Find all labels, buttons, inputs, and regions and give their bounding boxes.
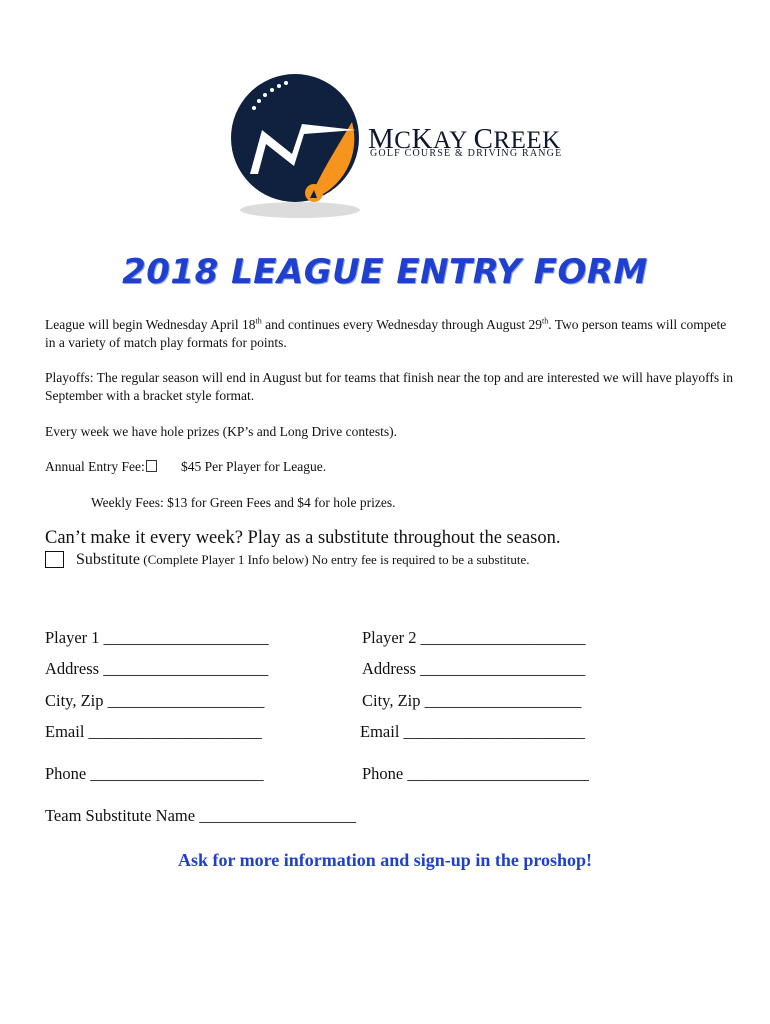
player2-field[interactable]: Player 2 ____________________ [362,628,586,647]
team-substitute-field[interactable]: Team Substitute Name ___________________ [45,806,356,825]
annual-fee-value: $45 Per Player for League. [181,459,327,474]
brand-tagline: GOLF COURSE & DRIVING RANGE [370,148,563,159]
substitute-note: (Complete Player 1 Info below) No entry fee is required to be a substitute. [140,552,530,567]
hole-prizes-text: Every week we have hole prizes (KP’s and Long Drive contests). [45,424,398,439]
proshop-callout: Ask for more information and sign-up in the proshop! [177,850,593,870]
substitute-label: Substitute [76,551,141,568]
player1-field[interactable]: Player 1 ____________________ [45,628,269,647]
substitute-checkbox[interactable] [45,551,64,568]
form-title: 2018 LEAGUE ENTRY FORM [122,252,648,292]
email-right-field[interactable]: Email ______________________ [360,722,586,741]
city-zip-left-field[interactable]: City, Zip ___________________ [45,691,265,710]
logo-shadow [240,202,360,218]
city-zip-right-field[interactable]: City, Zip ___________________ [362,691,582,710]
phone-left-field[interactable]: Phone _____________________ [45,764,264,783]
phone-right-field[interactable]: Phone ______________________ [362,764,589,783]
weekly-fees-text: Weekly Fees: $13 for Green Fees and $4 for hole prizes. [91,495,396,510]
brand-name: MCKAY CREEK [368,123,561,155]
intro-paragraph: League will begin Wednesday April 18th and continues every Wednesday through August 29th. Two person teams will compete in a variety of match play formats for points. [45,316,727,350]
address-right-field[interactable]: Address ____________________ [362,659,586,678]
logo-navy-circle [231,74,359,202]
playoffs-paragraph: Playoffs: The regular season will end in August but for teams that finish near the top and are interested we will have playoffs in September with a bracket style format. [45,370,733,403]
annual-fee-label: Annual Entry Fee: [45,459,161,475]
substitute-line [76,551,530,569]
email-left-field[interactable]: Email _____________________ [45,722,262,741]
substitute-heading: Can’t make it every week? Play as a substitute throughout the season. [45,528,561,548]
fee-checkbox-icon [146,460,157,472]
address-left-field[interactable]: Address ____________________ [45,659,269,678]
